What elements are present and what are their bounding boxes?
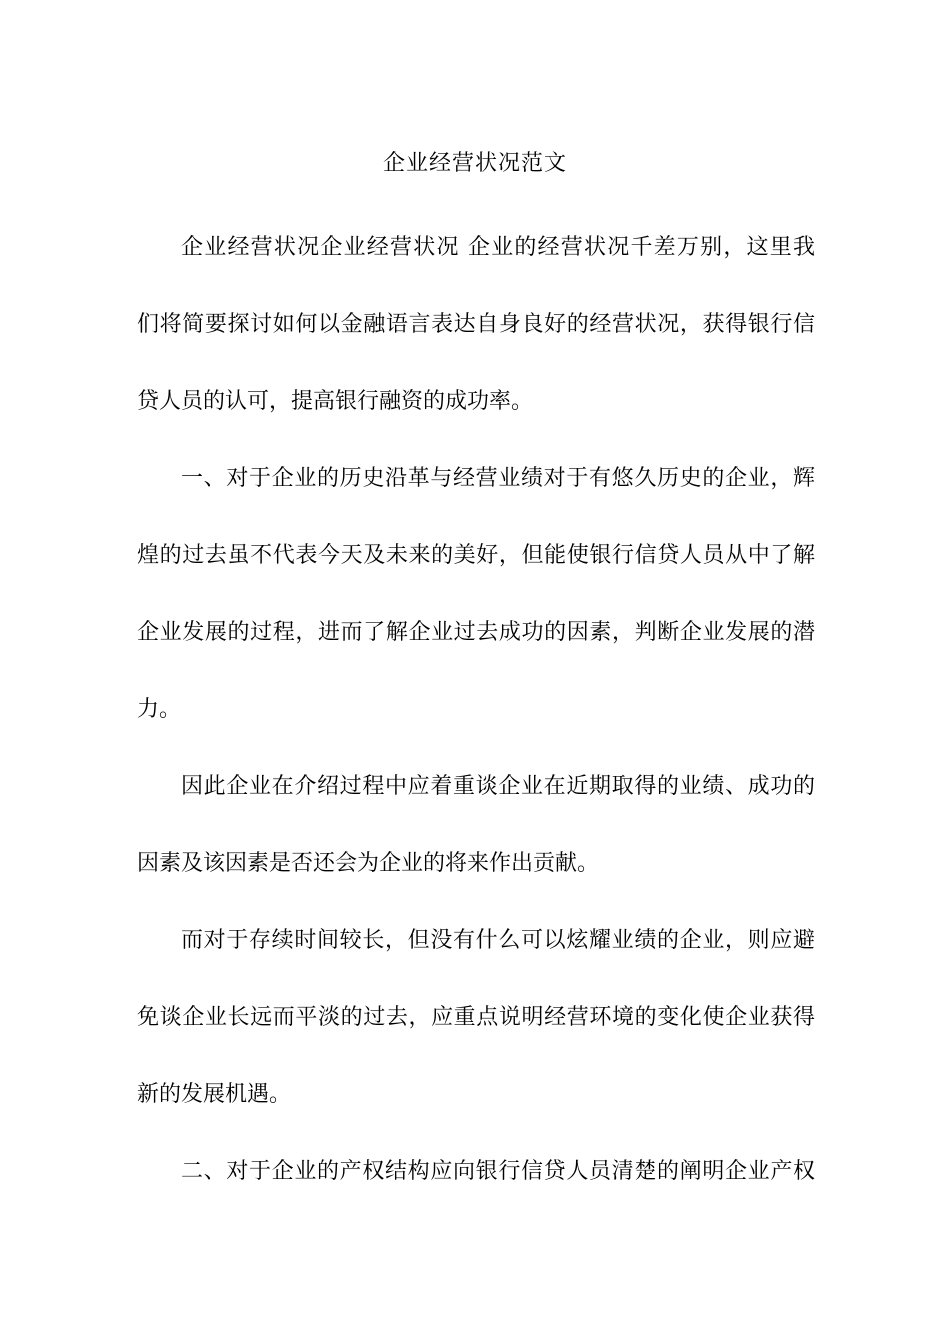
paragraph-2 [137, 440, 815, 748]
paragraph-4-line-1: 而对于存续时间较长，但没有什么可以炫耀业绩的企业，则应避 [181, 928, 815, 953]
paragraph-1 [137, 209, 815, 440]
paragraph-1-line-2: 们将简要探讨如何以金融语言表达自身良好的经营状况，获得银行信 [137, 312, 815, 337]
paragraph-3-line-1: 因此企业在介绍过程中应着重谈企业在近期取得的业绩、成功的 [181, 774, 815, 799]
paragraph-4 [137, 902, 815, 1133]
paragraph-4-line-3: 新的发展机遇。 [137, 1082, 292, 1107]
paragraph-2-line-4: 力。 [137, 697, 182, 722]
paragraph-5-line-1: 二、对于企业的产权结构应向银行信贷人员清楚的阐明企业产权 [181, 1159, 815, 1184]
document-title: 企业经营状况范文 [382, 151, 567, 176]
paragraph-4-line-2: 免谈企业长远而平淡的过去，应重点说明经营环境的变化使企业获得 [137, 1005, 815, 1030]
paragraph-2-line-1: 一、对于企业的历史沿革与经营业绩对于有悠久历史的企业，辉 [181, 466, 815, 491]
paragraph-5 [137, 1133, 815, 1210]
paragraph-3 [137, 748, 815, 902]
paragraph-2-line-3: 企业发展的过程，进而了解企业过去成功的因素，判断企业发展的潜 [137, 620, 815, 645]
paragraph-3-line-2: 因素及该因素是否还会为企业的将来作出贡献。 [137, 851, 600, 876]
paragraph-1-line-1: 企业经营状况企业经营状况 企业的经营状况千差万别，这里我 [181, 235, 815, 260]
paragraph-2-line-2: 煌的过去虽不代表今天及未来的美好，但能使银行信贷人员从中了解 [137, 543, 815, 568]
document-body [137, 209, 815, 1210]
paragraph-1-line-3: 贷人员的认可，提高银行融资的成功率。 [137, 389, 534, 414]
